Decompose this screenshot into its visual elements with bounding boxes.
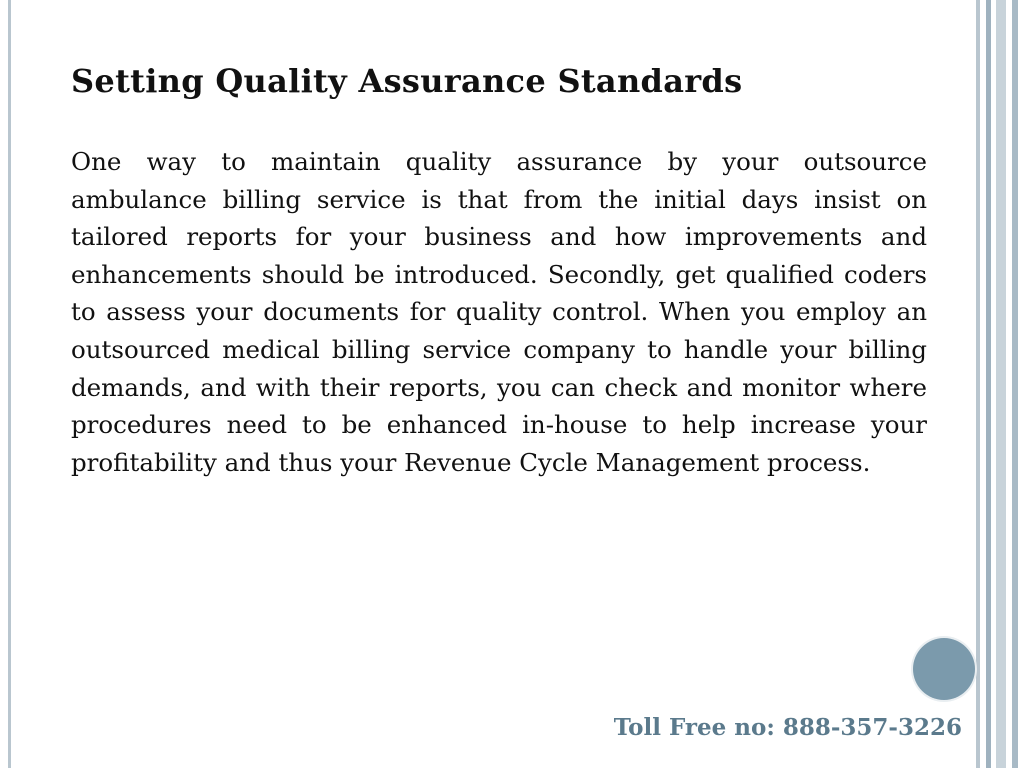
slide-body-text: One way to maintain quality assurance by your outsource ambulance billing service is that from the initial days insist on tailored reports for your business and how improvements and enhancements should be introduced. Secondly, get qualified coders to assess your documents for quality control. When you employ an outsourced medical billing service company to handle your billing demands, and with their reports, you can check and monitor where procedures need to be enhanced in-house to help increase your profitability and thus your Revenue Cycle Management process. [71, 147, 927, 477]
slide-title: Setting Quality Assurance Standards [71, 62, 743, 100]
right-frame-stripe [976, 0, 980, 768]
toll-free-number: Toll Free no: 888-357-3226 [613, 714, 962, 741]
right-frame-stripe [986, 0, 991, 768]
right-frame-stripe [1012, 0, 1018, 768]
right-frame-stripe [996, 0, 1006, 768]
decorative-circle [913, 638, 975, 700]
left-frame-line [8, 0, 11, 768]
